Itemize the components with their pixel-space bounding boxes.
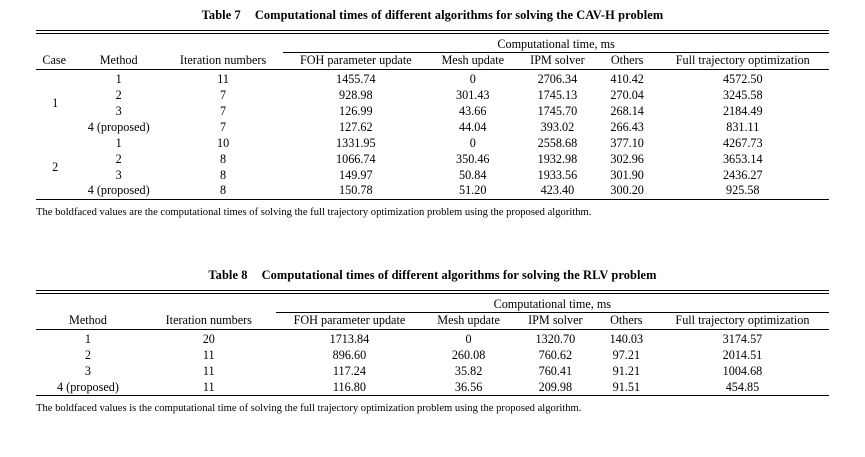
cell-ipm: 1320.70 xyxy=(535,332,576,347)
cell-mesh: 350.46 xyxy=(456,151,490,166)
table-8-block xyxy=(36,268,829,414)
table-8-col-iterations: Iteration numbers xyxy=(165,313,252,328)
cell-full: 4572.50 xyxy=(722,72,763,87)
cell-others: 377.10 xyxy=(610,135,644,150)
table-7-group-header-row xyxy=(36,36,829,52)
table-8-col-others: Others xyxy=(610,313,643,328)
table-row xyxy=(36,151,829,167)
cell-foh: 1066.74 xyxy=(336,151,376,166)
table-8-col-full: Full trajectory optimization xyxy=(675,313,810,328)
cell-iterations: 8 xyxy=(220,167,227,182)
table-row xyxy=(36,72,829,88)
table-8 xyxy=(36,290,829,398)
cell-mesh: 260.08 xyxy=(451,348,486,363)
cell-iterations: 10 xyxy=(216,135,230,150)
cell-foh: 127.62 xyxy=(339,119,373,134)
table-7-col-full: Full trajectory optimization xyxy=(675,53,810,68)
table-row xyxy=(36,88,829,104)
table-7-bottom-rule xyxy=(36,199,829,202)
cell-mesh: 50.84 xyxy=(459,167,487,182)
cell-ipm: 423.40 xyxy=(540,183,575,198)
cell-method: 4 (proposed) xyxy=(57,379,119,394)
cell-full: 3174.57 xyxy=(722,332,763,347)
cell-full: 3653.14 xyxy=(722,151,763,166)
cell-ipm: 1932.98 xyxy=(537,151,578,166)
cell-foh: 1713.84 xyxy=(329,332,370,347)
cell-ipm: 2558.68 xyxy=(537,135,578,150)
cell-full: 2014.51 xyxy=(722,348,763,363)
cell-mesh: 35.82 xyxy=(454,364,483,378)
cell-foh: 126.99 xyxy=(339,104,373,118)
cell-foh: 150.78 xyxy=(339,183,373,198)
cell-full: 925.58 xyxy=(726,183,760,198)
table-7-header-row xyxy=(36,52,829,69)
cell-others: 300.20 xyxy=(610,183,644,198)
table-8-footnote: The boldfaced values is the computational time of solving the full trajectory optimization problem using the proposed algorithm. xyxy=(36,403,582,415)
cell-iterations: 7 xyxy=(220,119,227,134)
cell-others: 266.43 xyxy=(610,119,644,134)
cell-others: 97.21 xyxy=(612,348,641,363)
cell-method: 4 (proposed) xyxy=(87,183,150,198)
cell-foh: 116.80 xyxy=(332,379,366,394)
spacer xyxy=(36,36,74,52)
cell-others: 91.21 xyxy=(612,364,641,378)
cell-iterations: 11 xyxy=(202,364,215,378)
cell-foh: 928.98 xyxy=(339,88,373,103)
cell-others: 91.51 xyxy=(612,379,641,394)
cell-full: 2436.27 xyxy=(722,167,763,182)
table-8-col-mesh: Mesh update xyxy=(437,313,500,328)
table-7-title: Computational times of different algorithms for solving the CAV-H problem xyxy=(254,8,664,22)
table-7-footnote: The boldfaced values are the computational times of solving the full trajectory optimization problem using the proposed algorithm. xyxy=(36,206,592,218)
cell-method: 1 xyxy=(115,72,122,87)
table-7-col-iterations: Iteration numbers xyxy=(179,53,267,68)
cell-mesh: 0 xyxy=(465,332,472,347)
cell-iterations: 11 xyxy=(217,72,229,87)
table-8-group-header-row xyxy=(36,296,829,312)
cell-iterations: 7 xyxy=(220,88,227,103)
table-7-col-mesh: Mesh update xyxy=(441,53,505,68)
cell-ipm: 2706.34 xyxy=(537,72,578,87)
table-7-col-foh: FOH parameter update xyxy=(299,53,412,68)
cell-ipm: 760.62 xyxy=(538,348,573,363)
cell-foh: 117.24 xyxy=(332,364,366,378)
cell-iterations: 7 xyxy=(220,104,227,118)
table-7-col-others: Others xyxy=(610,53,644,68)
table-8-bottom-rule xyxy=(36,396,829,399)
cell-method: 2 xyxy=(115,88,122,103)
cell-others: 410.42 xyxy=(610,72,644,87)
cell-full: 3245.58 xyxy=(722,88,763,103)
cell-ipm: 1745.70 xyxy=(537,104,578,118)
table-7-case-2: 2 xyxy=(52,159,59,174)
cell-ipm: 760.41 xyxy=(538,364,573,378)
table-8-group-header: Computational time, ms xyxy=(276,296,829,312)
table-row xyxy=(36,183,829,199)
cell-ipm: 1933.56 xyxy=(537,167,578,182)
cell-iterations: 8 xyxy=(220,151,227,166)
table-8-caption xyxy=(36,268,829,283)
cell-method: 1 xyxy=(115,135,122,150)
cell-mesh: 0 xyxy=(469,135,476,150)
table-8-col-method: Method xyxy=(69,313,107,328)
cell-iterations: 11 xyxy=(202,348,215,363)
table-7-label: Table 7 xyxy=(201,8,241,22)
table-8-header-row xyxy=(36,312,829,329)
cell-mesh: 44.04 xyxy=(459,119,487,134)
table-7-caption xyxy=(36,8,829,23)
table-row xyxy=(36,104,829,120)
cell-mesh: 0 xyxy=(469,72,476,87)
cell-full: 454.85 xyxy=(725,379,760,394)
cell-iterations: 8 xyxy=(220,183,227,198)
cell-iterations: 11 xyxy=(202,379,215,394)
cell-full: 1004.68 xyxy=(722,364,763,378)
spacer xyxy=(74,36,163,52)
cell-full: 831.11 xyxy=(726,119,760,134)
table-8-label: Table 8 xyxy=(208,268,248,282)
cell-method: 2 xyxy=(115,151,122,166)
cell-ipm: 1745.13 xyxy=(537,88,578,103)
cell-others: 268.14 xyxy=(610,104,644,118)
table-row xyxy=(36,135,829,151)
cell-method: 4 (proposed) xyxy=(87,119,150,134)
table-7-col-case: Case xyxy=(42,53,67,68)
table-row xyxy=(36,364,829,380)
cell-others: 270.04 xyxy=(610,88,644,103)
spacer xyxy=(36,296,142,312)
cell-others: 140.03 xyxy=(609,332,644,347)
spacer xyxy=(163,36,283,52)
cell-mesh: 51.20 xyxy=(459,183,487,198)
table-7-col-method: Method xyxy=(99,53,138,68)
cell-others: 301.90 xyxy=(610,167,644,182)
cell-method: 1 xyxy=(84,332,92,347)
cell-full: 4267.73 xyxy=(722,135,763,150)
table-7-group-header: Computational time, ms xyxy=(283,36,829,52)
table-row xyxy=(36,167,829,183)
cell-full: 2184.49 xyxy=(722,104,763,118)
cell-ipm: 209.98 xyxy=(538,379,573,394)
cell-others: 302.96 xyxy=(610,151,644,166)
table-8-title: Computational times of different algorithms for solving the RLV problem xyxy=(261,268,657,282)
cell-method: 3 xyxy=(115,104,122,118)
cell-foh: 1331.95 xyxy=(336,135,376,150)
cell-mesh: 301.43 xyxy=(456,88,490,103)
table-row xyxy=(36,379,829,395)
cell-foh: 1455.74 xyxy=(336,72,376,87)
cell-iterations: 20 xyxy=(202,332,215,347)
cell-foh: 149.97 xyxy=(339,167,373,182)
table-7-case-1: 1 xyxy=(52,96,59,111)
cell-foh: 896.60 xyxy=(332,348,367,363)
table-8-col-foh: FOH parameter update xyxy=(293,313,406,328)
cell-mesh: 43.66 xyxy=(459,104,487,118)
cell-mesh: 36.56 xyxy=(454,379,483,394)
cell-method: 3 xyxy=(115,167,122,182)
table-7 xyxy=(36,30,829,202)
table-7-col-ipm: IPM solver xyxy=(530,53,585,68)
table-row xyxy=(36,348,829,364)
table-8-col-ipm: IPM solver xyxy=(528,313,583,328)
table-row xyxy=(36,332,829,348)
cell-method: 3 xyxy=(84,364,92,378)
cell-method: 2 xyxy=(84,348,92,363)
cell-ipm: 393.02 xyxy=(540,119,575,134)
table-row xyxy=(36,119,829,135)
spacer xyxy=(142,296,276,312)
table-7-block xyxy=(36,8,829,218)
